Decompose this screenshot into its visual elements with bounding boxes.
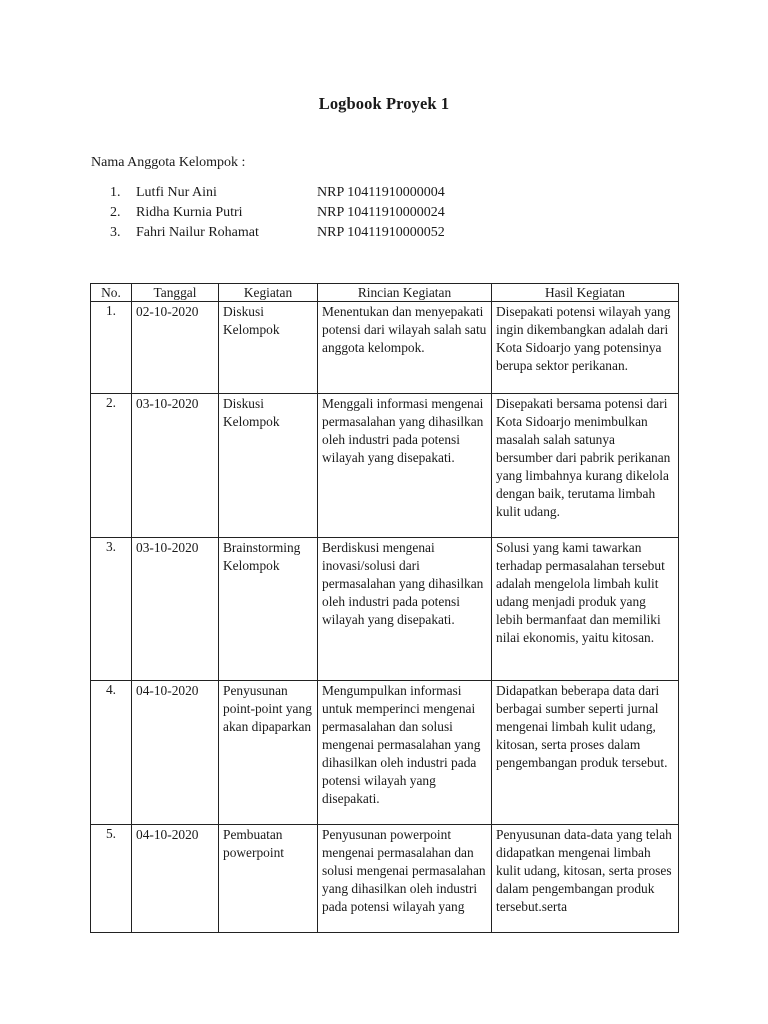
member-number: 1. [110, 185, 121, 200]
cell-tanggal: 03-10-2020 [132, 394, 219, 538]
member-name: Ridha Kurnia Putri [136, 205, 243, 220]
members-label: Nama Anggota Kelompok : [91, 155, 246, 170]
member-number: 3. [110, 225, 121, 240]
cell-kegiatan: Diskusi Kelompok [219, 394, 318, 538]
table-row [91, 538, 679, 681]
cell-tanggal: 04-10-2020 [132, 681, 219, 825]
cell-rincian: Menggali informasi mengenai permasalahan yang dihasilkan oleh industri pada potensi wilayah yang disepakati. [318, 394, 492, 538]
cell-rincian: Menentukan dan menyepakati potensi dari wilayah salah satu anggota kelompok. [318, 302, 492, 394]
members-list [0, 185, 768, 245]
cell-hasil: Solusi yang kami tawarkan terhadap permasalahan tersebut adalah mengelola limbah kulit udang menjadi produk yang lebih bermanfaat dan memiliki nilai ekonomis, yaitu kitosan. [492, 538, 679, 681]
cell-rincian: Berdiskusi mengenai inovasi/solusi dari permasalahan yang dihasilkan oleh industri pada potensi wilayah yang disepakati. [318, 538, 492, 681]
cell-no: 3. [91, 538, 132, 681]
cell-rincian: Penyusunan powerpoint mengenai permasalahan dan solusi mengenai permasalahan yang dihasilkan oleh industri pada potensi wilayah yang [318, 825, 492, 933]
header-rincian: Rincian Kegiatan [318, 284, 492, 302]
cell-tanggal: 04-10-2020 [132, 825, 219, 933]
member-nrp: NRP 10411910000024 [317, 205, 445, 220]
logbook-table [90, 283, 679, 933]
table-row [91, 681, 679, 825]
document-title: Logbook Proyek 1 [318, 94, 450, 113]
member-nrp: NRP 10411910000004 [317, 185, 445, 200]
table-row [91, 302, 679, 394]
cell-kegiatan: Penyusunan point-point yang akan dipaparkan [219, 681, 318, 825]
cell-hasil: Disepakati potensi wilayah yang ingin dikembangkan adalah dari Kota Sidoarjo yang potensinya berupa sektor perikanan. [492, 302, 679, 394]
member-name: Lutfi Nur Aini [136, 185, 217, 200]
member-nrp: NRP 10411910000052 [317, 225, 445, 240]
header-no: No. [91, 284, 132, 302]
cell-kegiatan: Brainstorming Kelompok [219, 538, 318, 681]
table-row [91, 825, 679, 933]
header-hasil: Hasil Kegiatan [492, 284, 679, 302]
cell-hasil: Disepakati bersama potensi dari Kota Sidoarjo menimbulkan masalah salah satunya bersumber dari pabrik perikanan yang limbahnya kurang dikelola dengan baik, terutama limbah kulit udang. [492, 394, 679, 538]
table-header-row [91, 284, 679, 302]
header-kegiatan: Kegiatan [219, 284, 318, 302]
cell-tanggal: 02-10-2020 [132, 302, 219, 394]
member-number: 2. [110, 205, 121, 220]
cell-hasil: Didapatkan beberapa data dari berbagai sumber seperti jurnal mengenai limbah kulit udang, kitosan, serta proses dalam pengembangan produk tersebut. [492, 681, 679, 825]
cell-no: 4. [91, 681, 132, 825]
member-item [0, 185, 768, 205]
cell-tanggal: 03-10-2020 [132, 538, 219, 681]
cell-hasil: Penyusunan data-data yang telah didapatkan mengenai limbah kulit udang, kitosan, serta proses dalam pengembangan produk tersebut.serta [492, 825, 679, 933]
cell-kegiatan: Pembuatan powerpoint [219, 825, 318, 933]
member-item [0, 205, 768, 225]
table-row [91, 394, 679, 538]
member-name: Fahri Nailur Rohamat [136, 225, 259, 240]
cell-no: 2. [91, 394, 132, 538]
member-item [0, 225, 768, 245]
header-tanggal: Tanggal [132, 284, 219, 302]
cell-kegiatan: Diskusi Kelompok [219, 302, 318, 394]
cell-no: 5. [91, 825, 132, 933]
cell-no: 1. [91, 302, 132, 394]
cell-rincian: Mengumpulkan informasi untuk memperinci mengenai permasalahan dan solusi mengenai permasalahan yang dihasilkan oleh industri pada potensi wilayah yang disepakati. [318, 681, 492, 825]
